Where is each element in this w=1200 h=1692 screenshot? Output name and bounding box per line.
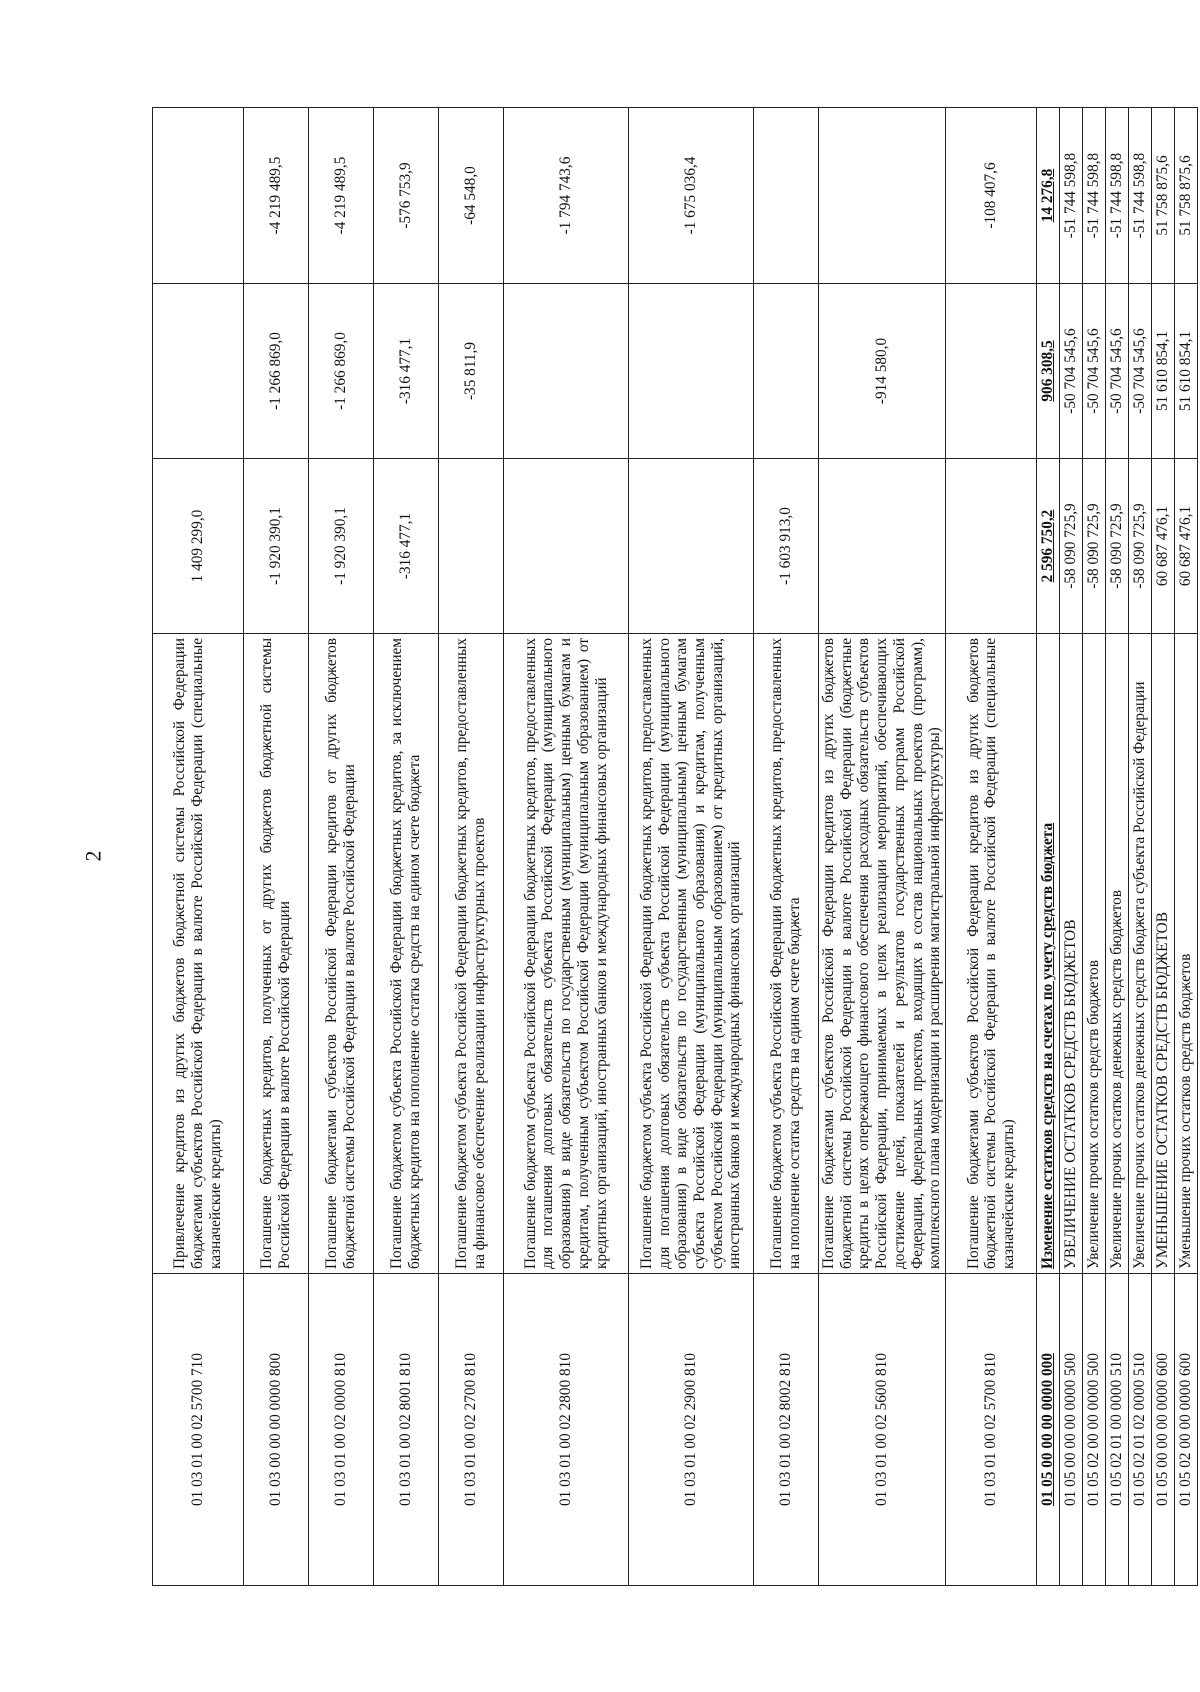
row-name: Увеличение прочих остатков денежных средств бюджета субъекта Российской Федерации — [1129, 634, 1152, 1274]
row-name: Погашение бюджетами субъектов Российской Федерации кредитов от других бюджетов бюджетной системы Российской Федерации в валюте Российской Федерации — [309, 634, 374, 1274]
row-value-2: -316 477,1 — [374, 284, 439, 459]
row-value-3: -51 744 598,8 — [1060, 108, 1083, 284]
row-code: 01 03 01 00 02 2800 810 — [504, 1274, 629, 1586]
row-value-1: -316 477,1 — [374, 459, 439, 634]
row-code: 01 05 00 00 00 0000 500 — [1060, 1274, 1083, 1586]
row-value-1 — [439, 459, 504, 634]
row-value-3: -64 548,0 — [439, 108, 504, 284]
row-value-1: -58 090 725,9 — [1083, 459, 1106, 634]
table-row — [1175, 108, 1198, 1586]
row-value-1: 60 687 476,1 — [1175, 459, 1198, 634]
table-row — [244, 108, 309, 1586]
row-value-2: -50 704 545,6 — [1060, 284, 1083, 459]
row-code: 01 03 01 00 02 5700 710 — [153, 1274, 244, 1586]
row-code: 01 03 01 00 02 5700 810 — [946, 1274, 1037, 1586]
row-name: Изменение остатков средств на счетах по учету средств бюджета — [1037, 634, 1060, 1274]
table-row — [1152, 108, 1175, 1586]
row-value-3: -51 744 598,8 — [1083, 108, 1106, 284]
row-value-3: -51 744 598,8 — [1129, 108, 1152, 284]
row-value-2 — [946, 284, 1037, 459]
row-name: Увеличение прочих остатков денежных средств бюджетов — [1106, 634, 1129, 1274]
row-value-1: 60 687 476,1 — [1152, 459, 1175, 634]
row-value-1: -1 920 390,1 — [309, 459, 374, 634]
row-value-1: 1 409 299,0 — [153, 459, 244, 634]
table-row — [946, 108, 1037, 1586]
row-code: 01 03 00 00 00 0000 800 — [244, 1274, 309, 1586]
row-code: 01 03 01 00 02 2700 810 — [439, 1274, 504, 1586]
row-value-1 — [504, 459, 629, 634]
row-name: Погашение бюджетных кредитов, полученных от других бюджетов бюджетной системы Российской Федерации в валюте Российской Федерации — [244, 634, 309, 1274]
row-value-3: -1 675 036,4 — [629, 108, 754, 284]
row-value-2: 51 610 854,1 — [1152, 284, 1175, 459]
table-row — [439, 108, 504, 1586]
table-row — [504, 108, 629, 1586]
rotated-table-container — [152, 108, 1195, 1586]
row-code: 01 05 02 01 02 0000 510 — [1129, 1274, 1152, 1586]
table-row — [629, 108, 754, 1586]
row-value-1: -58 090 725,9 — [1060, 459, 1083, 634]
row-code: 01 05 00 00 00 0000 600 — [1152, 1274, 1175, 1586]
row-code: 01 03 01 00 02 2900 810 — [629, 1274, 754, 1586]
row-value-2: -1 266 869,0 — [244, 284, 309, 459]
row-name: УМЕНЬШЕНИЕ ОСТАТКОВ СРЕДСТВ БЮДЖЕТОВ — [1152, 634, 1175, 1274]
row-value-3: -576 753,9 — [374, 108, 439, 284]
row-value-3: -4 219 489,5 — [244, 108, 309, 284]
row-code: 01 03 01 00 02 8002 810 — [754, 1274, 819, 1586]
row-value-3: 51 758 875,6 — [1152, 108, 1175, 284]
table-row — [754, 108, 819, 1586]
table-row — [819, 108, 946, 1586]
row-value-1 — [946, 459, 1037, 634]
row-name: Погашение бюджетом субъекта Российской Федерации бюджетных кредитов, предоставленных для погашения долговых обязательств субъекта Российской Федерации (муниципального образования) в виде обязательств по государственным (муниципальным) ценным бумагам и кредитам, полученным субъектом Российской Федерации (муниципальным образованием) от кредитных организаций, иностранных банков и международных финансовых организаций — [504, 634, 629, 1274]
row-code: 01 03 01 00 02 8001 810 — [374, 1274, 439, 1586]
row-value-3 — [153, 108, 244, 284]
row-value-1 — [819, 459, 946, 634]
row-value-2: -35 811,9 — [439, 284, 504, 459]
row-value-2 — [504, 284, 629, 459]
row-name: Увеличение прочих остатков средств бюджетов — [1083, 634, 1106, 1274]
row-name: Погашение бюджетом субъекта Российской Федерации бюджетных кредитов, предоставленных на финансовое обеспечение реализации инфраструктурных проектов — [439, 634, 504, 1274]
table-row — [153, 108, 244, 1586]
row-value-2 — [629, 284, 754, 459]
table-row — [309, 108, 374, 1586]
row-code: 01 05 02 01 00 0000 510 — [1106, 1274, 1129, 1586]
table-row — [1060, 108, 1083, 1586]
row-name: Погашение бюджетами субъектов Российской Федерации кредитов из других бюджетов бюджетной системы Российской Федерации в валюте Российской Федерации (специальные казначейские кредиты) — [946, 634, 1037, 1274]
table-row-total — [1037, 108, 1060, 1586]
row-name: УВЕЛИЧЕНИЕ ОСТАТКОВ СРЕДСТВ БЮДЖЕТОВ — [1060, 634, 1083, 1274]
row-value-1: -58 090 725,9 — [1129, 459, 1152, 634]
row-value-1: -58 090 725,9 — [1106, 459, 1129, 634]
row-value-3 — [754, 108, 819, 284]
row-value-2: -50 704 545,6 — [1083, 284, 1106, 459]
row-value-1: -1 603 913,0 — [754, 459, 819, 634]
row-value-3: -4 219 489,5 — [309, 108, 374, 284]
row-value-2: -50 704 545,6 — [1106, 284, 1129, 459]
row-name: Погашение бюджетом субъекта Российской Федерации бюджетных кредитов, за исключением бюджетных кредитов на пополнение остатка средств на едином счете бюджета — [374, 634, 439, 1274]
row-value-2 — [754, 284, 819, 459]
row-name: Погашение бюджетами субъектов Российской Федерации кредитов из других бюджетов бюджетной системы Российской Федерации в валюте Российской Федерации (бюджетные кредиты в целях опережающего финансового обеспечения расходных обязательств субъектов Российской Федерации, принимаемых в целях реализации мероприятий, обеспечивающих достижение целей, показателей и результатов государственных программ Российской Федерации, федеральных проектов, входящих в состав национальных проектов (программ), комплексного плана модернизации и расширения магистральной инфраструктуры) — [819, 634, 946, 1274]
row-value-3: -108 407,6 — [946, 108, 1037, 284]
row-code: 01 05 02 00 00 0000 500 — [1083, 1274, 1106, 1586]
row-name: Погашение бюджетом субъекта Российской Федерации бюджетных кредитов, предоставленных для погашения долговых обязательств субъекта Российской Федерации (муниципального образования) в виде обязательств по государственным (муниципальным) ценным бумагам субъекта Российской Федерации (муниципального образования) и кредитам, полученным субъектом Российской Федерации (муниципальным образованием) от кредитных организаций, иностранных банков и международных финансовых организаций — [629, 634, 754, 1274]
row-value-3 — [819, 108, 946, 284]
row-code: 01 03 01 00 02 0000 810 — [309, 1274, 374, 1586]
row-value-2: 906 308,5 — [1037, 284, 1060, 459]
row-name: Привлечение кредитов из других бюджетов бюджетной системы Российской Федерации бюджетами субъектов Российской Федерации в валюте Российской Федерации (специальные казначейские кредиты) — [153, 634, 244, 1274]
row-name: Погашение бюджетом субъекта Российской Федерации бюджетных кредитов, предоставленных на пополнение остатка средств на едином счете бюджета — [754, 634, 819, 1274]
budget-table — [152, 107, 1198, 1586]
row-value-3: -1 794 743,6 — [504, 108, 629, 284]
row-value-2: 51 610 854,1 — [1175, 284, 1198, 459]
row-value-2: -1 266 869,0 — [309, 284, 374, 459]
row-value-3: 14 276,8 — [1037, 108, 1060, 284]
table-row — [1106, 108, 1129, 1586]
row-value-2: -50 704 545,6 — [1129, 284, 1152, 459]
row-value-3: -51 744 598,8 — [1106, 108, 1129, 284]
row-code: 01 05 00 00 00 0000 000 — [1037, 1274, 1060, 1586]
table-row — [1129, 108, 1152, 1586]
table-row — [1083, 108, 1106, 1586]
row-value-3: 51 758 875,6 — [1175, 108, 1198, 284]
row-name: Уменьшение прочих остатков средств бюджетов — [1175, 634, 1198, 1274]
row-code: 01 03 01 00 02 5600 810 — [819, 1274, 946, 1586]
row-value-1 — [629, 459, 754, 634]
row-value-2: -914 580,0 — [819, 284, 946, 459]
row-code: 01 05 02 00 00 0000 600 — [1175, 1274, 1198, 1586]
row-value-2 — [153, 284, 244, 459]
row-value-1: -1 920 390,1 — [244, 459, 309, 634]
table-row — [374, 108, 439, 1586]
row-value-1: 2 596 750,2 — [1037, 459, 1060, 634]
page-number: 2 — [80, 850, 106, 862]
